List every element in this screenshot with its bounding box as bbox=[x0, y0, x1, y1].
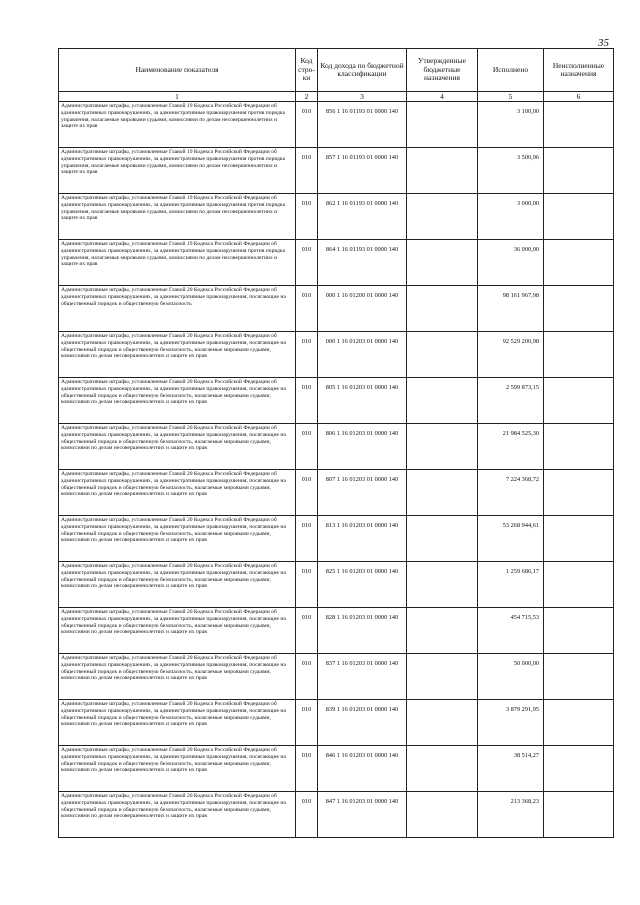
approved-amount bbox=[407, 516, 478, 562]
approved-amount bbox=[407, 654, 478, 700]
line-code: 010 bbox=[296, 102, 318, 148]
income-code: 000 1 16 01203 01 0000 140 bbox=[318, 332, 407, 378]
indicator-name: Административные штрафы, установленные Главой 20 Кодекса Российской Федерации об административных правонарушениях, за административные правонарушения, посягающие на общественный порядок и общественную безопасность, налагаемые мировыми судьями, комиссиями по делам несовершеннолетних и защите их прав bbox=[59, 332, 296, 378]
income-code: 837 1 16 01203 01 0000 140 bbox=[318, 654, 407, 700]
line-code: 010 bbox=[296, 562, 318, 608]
remaining-amount bbox=[544, 102, 614, 148]
column-number: 1 bbox=[59, 92, 296, 102]
indicator-name: Административные штрафы, установленные Главой 19 Кодекса Российской Федерации об административных правонарушениях, за административные правонарушения против порядка управления, налагаемые мировыми судьями, комиссиями по делам несовершеннолетних и защите их прав bbox=[59, 102, 296, 148]
column-number: 6 bbox=[544, 92, 614, 102]
column-number: 2 bbox=[296, 92, 318, 102]
remaining-amount bbox=[544, 654, 614, 700]
line-code: 010 bbox=[296, 470, 318, 516]
remaining-amount bbox=[544, 148, 614, 194]
approved-amount bbox=[407, 286, 478, 332]
indicator-name: Административные штрафы, установленные Главой 19 Кодекса Российской Федерации об административных правонарушениях, за административные правонарушения против порядка управления, налагаемые мировыми судьями, комиссиями по делам несовершеннолетних и защите их прав bbox=[59, 148, 296, 194]
remaining-amount bbox=[544, 746, 614, 792]
column-number: 3 bbox=[318, 92, 407, 102]
table-row bbox=[59, 746, 614, 792]
indicator-name: Административные штрафы, установленные Главой 20 Кодекса Российской Федерации об административных правонарушениях, за административные правонарушения, посягающие на общественный порядок и общественную безопасность bbox=[59, 286, 296, 332]
table-row bbox=[59, 286, 614, 332]
table-row bbox=[59, 148, 614, 194]
executed-amount: 36 000,00 bbox=[478, 240, 544, 286]
approved-amount bbox=[407, 424, 478, 470]
approved-amount bbox=[407, 148, 478, 194]
remaining-amount bbox=[544, 792, 614, 838]
header-row bbox=[59, 49, 614, 92]
table-row bbox=[59, 562, 614, 608]
table-row bbox=[59, 194, 614, 240]
remaining-amount bbox=[544, 700, 614, 746]
remaining-amount bbox=[544, 332, 614, 378]
table-row bbox=[59, 608, 614, 654]
remaining-amount bbox=[544, 562, 614, 608]
approved-amount bbox=[407, 792, 478, 838]
indicator-name: Административные штрафы, установленные Главой 19 Кодекса Российской Федерации об административных правонарушениях, за административные правонарушения против порядка управления, налагаемые мировыми судьями, комиссиями по делам несовершеннолетних и защите их прав bbox=[59, 240, 296, 286]
executed-amount: 213 368,23 bbox=[478, 792, 544, 838]
column-number-row bbox=[59, 92, 614, 102]
approved-amount bbox=[407, 102, 478, 148]
approved-amount bbox=[407, 608, 478, 654]
indicator-name: Административные штрафы, установленные Главой 20 Кодекса Российской Федерации об административных правонарушениях, за административные правонарушения, посягающие на общественный порядок и общественную безопасность, налагаемые мировыми судьями, комиссиями по делам несовершеннолетних и защите их прав bbox=[59, 562, 296, 608]
income-code: 862 1 16 01193 01 0000 140 bbox=[318, 194, 407, 240]
line-code: 010 bbox=[296, 654, 318, 700]
remaining-amount bbox=[544, 608, 614, 654]
budget-table bbox=[58, 48, 614, 838]
executed-amount: 21 984 525,30 bbox=[478, 424, 544, 470]
executed-amount: 454 715,53 bbox=[478, 608, 544, 654]
approved-amount bbox=[407, 700, 478, 746]
remaining-amount bbox=[544, 424, 614, 470]
approved-amount bbox=[407, 240, 478, 286]
table-row bbox=[59, 378, 614, 424]
income-code: 805 1 16 01203 01 0000 140 bbox=[318, 378, 407, 424]
approved-amount bbox=[407, 378, 478, 424]
line-code: 010 bbox=[296, 378, 318, 424]
indicator-name: Административные штрафы, установленные Главой 20 Кодекса Российской Федерации об административных правонарушениях, за административные правонарушения, посягающие на общественный порядок и общественную безопасность, налагаемые мировыми судьями, комиссиями по делам несовершеннолетних и защите их прав bbox=[59, 608, 296, 654]
remaining-amount bbox=[544, 286, 614, 332]
approved-amount bbox=[407, 562, 478, 608]
indicator-name: Административные штрафы, установленные Главой 20 Кодекса Российской Федерации об административных правонарушениях, за административные правонарушения, посягающие на общественный порядок и общественную безопасность, налагаемые мировыми судьями, комиссиями по делам несовершеннолетних и защите их прав bbox=[59, 516, 296, 562]
indicator-name: Административные штрафы, установленные Главой 20 Кодекса Российской Федерации об административных правонарушениях, за административные правонарушения, посягающие на общественный порядок и общественную безопасность, налагаемые мировыми судьями, комиссиями по делам несовершеннолетних и защите их прав bbox=[59, 700, 296, 746]
approved-amount bbox=[407, 470, 478, 516]
line-code: 010 bbox=[296, 608, 318, 654]
line-code: 010 bbox=[296, 516, 318, 562]
income-code: 864 1 16 01193 01 0000 140 bbox=[318, 240, 407, 286]
line-code: 010 bbox=[296, 792, 318, 838]
executed-amount: 1 259 686,17 bbox=[478, 562, 544, 608]
table-row bbox=[59, 424, 614, 470]
indicator-name: Административные штрафы, установленные Главой 20 Кодекса Российской Федерации об административных правонарушениях, за административные правонарушения, посягающие на общественный порядок и общественную безопасность, налагаемые мировыми судьями, комиссиями по делам несовершеннолетних и защите их прав bbox=[59, 792, 296, 838]
executed-amount: 98 161 967,98 bbox=[478, 286, 544, 332]
indicator-name: Административные штрафы, установленные Главой 20 Кодекса Российской Федерации об административных правонарушениях, за административные правонарушения, посягающие на общественный порядок и общественную безопасность, налагаемые мировыми судьями, комиссиями по делам несовершеннолетних и защите их прав bbox=[59, 378, 296, 424]
remaining-amount bbox=[544, 470, 614, 516]
indicator-name: Административные штрафы, установленные Главой 19 Кодекса Российской Федерации об административных правонарушениях, за административные правонарушения против порядка управления, налагаемые мировыми судьями, комиссиями по делам несовершеннолетних и защите их прав bbox=[59, 194, 296, 240]
header-remaining: Неисполненные назначения bbox=[544, 49, 614, 92]
table-row bbox=[59, 654, 614, 700]
remaining-amount bbox=[544, 240, 614, 286]
income-code: 847 1 16 01203 01 0000 140 bbox=[318, 792, 407, 838]
executed-amount: 3 000,00 bbox=[478, 194, 544, 240]
page-number: 35 bbox=[598, 37, 609, 49]
indicator-name: Административные штрафы, установленные Главой 20 Кодекса Российской Федерации об административных правонарушениях, за административные правонарушения, посягающие на общественный порядок и общественную безопасность, налагаемые мировыми судьями, комиссиями по делам несовершеннолетних и защите их прав bbox=[59, 746, 296, 792]
income-code: 856 1 16 01193 01 0000 140 bbox=[318, 102, 407, 148]
income-code: 857 1 16 01193 01 0000 140 bbox=[318, 148, 407, 194]
indicator-name: Административные штрафы, установленные Главой 20 Кодекса Российской Федерации об административных правонарушениях, за административные правонарушения, посягающие на общественный порядок и общественную безопасность, налагаемые мировыми судьями, комиссиями по делам несовершеннолетних и защите их прав bbox=[59, 424, 296, 470]
income-code: 825 1 16 01203 01 0000 140 bbox=[318, 562, 407, 608]
table-row bbox=[59, 516, 614, 562]
table-body bbox=[59, 102, 614, 838]
executed-amount: 50 000,00 bbox=[478, 654, 544, 700]
table-row bbox=[59, 700, 614, 746]
indicator-name: Административные штрафы, установленные Главой 20 Кодекса Российской Федерации об административных правонарушениях, за административные правонарушения, посягающие на общественный порядок и общественную безопасность, налагаемые мировыми судьями, комиссиями по делам несовершеннолетних и защите их прав bbox=[59, 654, 296, 700]
income-code: 807 1 16 01203 01 0000 140 bbox=[318, 470, 407, 516]
indicator-name: Административные штрафы, установленные Главой 20 Кодекса Российской Федерации об административных правонарушениях, за административные правонарушения, посягающие на общественный порядок и общественную безопасность, налагаемые мировыми судьями, комиссиями по делам несовершеннолетних и защите их прав bbox=[59, 470, 296, 516]
executed-amount: 53 268 944,61 bbox=[478, 516, 544, 562]
executed-amount: 38 514,27 bbox=[478, 746, 544, 792]
executed-amount: 3 500,96 bbox=[478, 148, 544, 194]
table-row bbox=[59, 102, 614, 148]
executed-amount: 2 599 873,15 bbox=[478, 378, 544, 424]
column-number: 4 bbox=[407, 92, 478, 102]
income-code: 846 1 16 01203 01 0000 140 bbox=[318, 746, 407, 792]
remaining-amount bbox=[544, 516, 614, 562]
executed-amount: 3 879 291,95 bbox=[478, 700, 544, 746]
header-executed: Исполнено bbox=[478, 49, 544, 92]
header-income-code: Код дохода по бюджетной классификации bbox=[318, 49, 407, 92]
line-code: 010 bbox=[296, 746, 318, 792]
income-code: 839 1 16 01203 01 0000 140 bbox=[318, 700, 407, 746]
executed-amount: 3 100,00 bbox=[478, 102, 544, 148]
table-row bbox=[59, 240, 614, 286]
header-approved: Утвержденные бюджетные назначения bbox=[407, 49, 478, 92]
remaining-amount bbox=[544, 378, 614, 424]
income-code: 813 1 16 01203 01 0000 140 bbox=[318, 516, 407, 562]
column-number: 5 bbox=[478, 92, 544, 102]
line-code: 010 bbox=[296, 700, 318, 746]
line-code: 010 bbox=[296, 148, 318, 194]
table-row bbox=[59, 792, 614, 838]
executed-amount: 92 529 200,98 bbox=[478, 332, 544, 378]
income-code: 828 1 16 01203 01 0000 140 bbox=[318, 608, 407, 654]
table-row bbox=[59, 470, 614, 516]
line-code: 010 bbox=[296, 286, 318, 332]
remaining-amount bbox=[544, 194, 614, 240]
header-line-code: Код стро-ки bbox=[296, 49, 318, 92]
approved-amount bbox=[407, 194, 478, 240]
line-code: 010 bbox=[296, 194, 318, 240]
approved-amount bbox=[407, 332, 478, 378]
line-code: 010 bbox=[296, 240, 318, 286]
approved-amount bbox=[407, 746, 478, 792]
header-name: Наименование показателя bbox=[59, 49, 296, 92]
executed-amount: 7 224 368,72 bbox=[478, 470, 544, 516]
table-row bbox=[59, 332, 614, 378]
line-code: 010 bbox=[296, 424, 318, 470]
income-code: 806 1 16 01203 01 0000 140 bbox=[318, 424, 407, 470]
line-code: 010 bbox=[296, 332, 318, 378]
income-code: 000 1 16 01200 01 0000 140 bbox=[318, 286, 407, 332]
